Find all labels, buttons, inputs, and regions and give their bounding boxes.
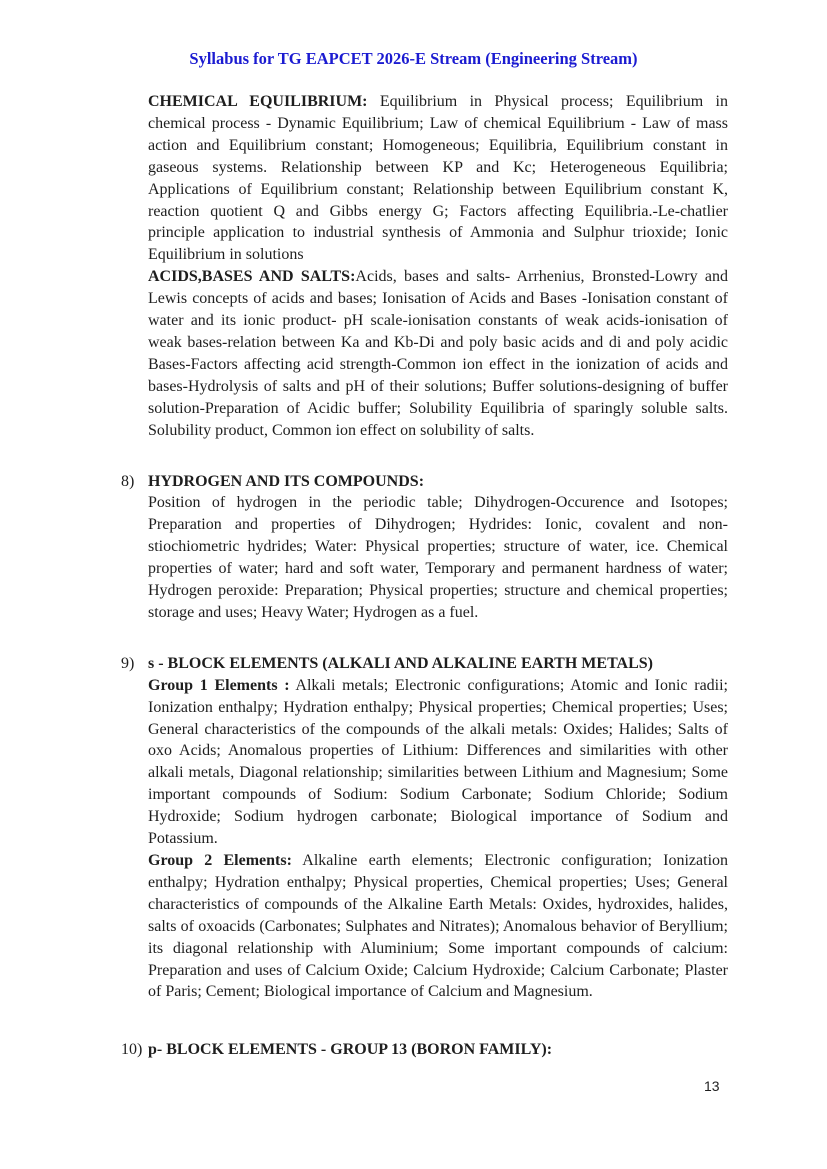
paragraph-text: Equilibrium in Physical process; Equilibrium in chemical process - Dynamic Equilibrium; Law of chemical Equilibrium - Law of mass action and Equilibrium constant; Homogeneous; Equilibria, Equilibrium constant in gaseous systems. Relationship between KP and Kc; Heterogeneous Equilibria; Applications of Equilibrium constant; Relationship between Equilibrium constant K, reaction quotient Q and Gibbs energy G; Factors affecting Equilibria.-Le-chatlier principle application to industrial synthesis of Ammonia and Sulphur trioxide; Ionic Equilibrium in solutions	[148, 93, 728, 264]
section-paragraph: Position of hydrogen in the periodic table; Dihydrogen-Occurence and Isotopes; Preparation and properties of Dihydrogen; Hydrides: Ionic, covalent and non-stiochiometric hydrides; Water: Physical properties; structure of water, ice. Chemical properties of water; hard and soft water, Temporary and permanent hardness of water; Hydrogen peroxide: Preparation; Physical properties; structure and chemical properties; storage and uses; Heavy Water; Hydrogen as a fuel.	[148, 494, 728, 621]
paragraph-lead: ACIDS,BASES AND SALTS:	[148, 268, 356, 286]
paragraph-lead: Group 1 Elements :	[148, 676, 290, 694]
document-title: Syllabus for TG EAPCET 2026-E Stream (Engineering Stream)	[189, 49, 638, 68]
section-number: 10)	[121, 1041, 143, 1059]
section-heading	[121, 471, 728, 493]
paragraph-acids-bases-salts	[148, 266, 728, 441]
section-number: 8)	[121, 472, 135, 490]
section-hydrogen-and-its-compounds	[121, 471, 728, 624]
section-number: 9)	[121, 654, 135, 672]
section-heading	[121, 1039, 728, 1061]
section-p-block-elements	[121, 1039, 728, 1061]
section-heading-text: p- BLOCK ELEMENTS - GROUP 13 (BORON FAMILY):	[148, 1041, 553, 1059]
section-heading-text: HYDROGEN AND ITS COMPOUNDS:	[148, 472, 425, 490]
document-body	[121, 91, 729, 1061]
paragraph-lead: Group 2 Elements:	[148, 852, 292, 869]
section-s-block-elements	[121, 653, 729, 1004]
paragraph-text: Alkaline earth elements; Electronic configuration; Ionization enthalpy; Hydration enthalpy; Physical properties, Chemical properties; Uses; General characteristics of compounds of the Alkaline Earth Metals: Oxides, hydroxides, halides, salts of oxoacids (Carbonates; Sulphates and Nitrates); Anomalous behavior of Beryllium; its diagonal relationship with Aluminium; Some important compounds of calcium: Preparation and uses of Calcium Oxide; Calcium Hydroxide; Calcium Carbonate; Plaster of Paris; Cement; Biological importance of Calcium and Magnesium.	[148, 852, 729, 1001]
paragraph-group-1-elements	[148, 675, 728, 850]
paragraph-group-2-elements	[148, 850, 728, 1003]
paragraph-text: Alkali metals; Electronic configurations; Atomic and Ionic radii; Ionization enthalpy; Hydration enthalpy; Physical properties; Chemical properties; Uses; General characteristics of the compounds of the alkali metals: Oxides; Halides; Salts of oxo Acids; Anomalous properties of Lithium: Differences and similarities with other alkali metals, Diagonal relationship; similarities between Lithium and Magnesium; Some important compounds of Sodium: Sodium Carbonate; Sodium Chloride; Sodium Hydroxide; Sodium hydrogen carbonate; Biological importance of Sodium and Potassium.	[148, 676, 728, 848]
paragraph-text: Acids, bases and salts- Arrhenius, Bronsted-Lowry and Lewis concepts of acids and bases; Ionisation of Acids and Bases -Ionisation constant of water and its ionic product- pH scale-ionisation constants of weak acids-ionisation of weak bases-relation between Ka and Kb-Di and poly basic acids and di and poly acidic Bases-Factors affecting acid strength-Common ion effect in the ionization of acids and bases-Hydrolysis of salts and pH of their solutions; Buffer solutions-designing of buffer solution-Preparation of Acidic buffer; Solubility Equilibria of sparingly soluble salts. Solubility product, Common ion effect on solubility of salts.	[148, 268, 728, 439]
section-heading	[121, 653, 728, 675]
paragraph-chemical-equilibrium	[148, 91, 728, 266]
paragraph-lead: CHEMICAL EQUILIBRIUM:	[148, 93, 368, 110]
page-number: 13	[704, 1078, 720, 1094]
section-heading-text: s - BLOCK ELEMENTS (ALKALI AND ALKALINE EARTH METALS)	[148, 654, 654, 672]
